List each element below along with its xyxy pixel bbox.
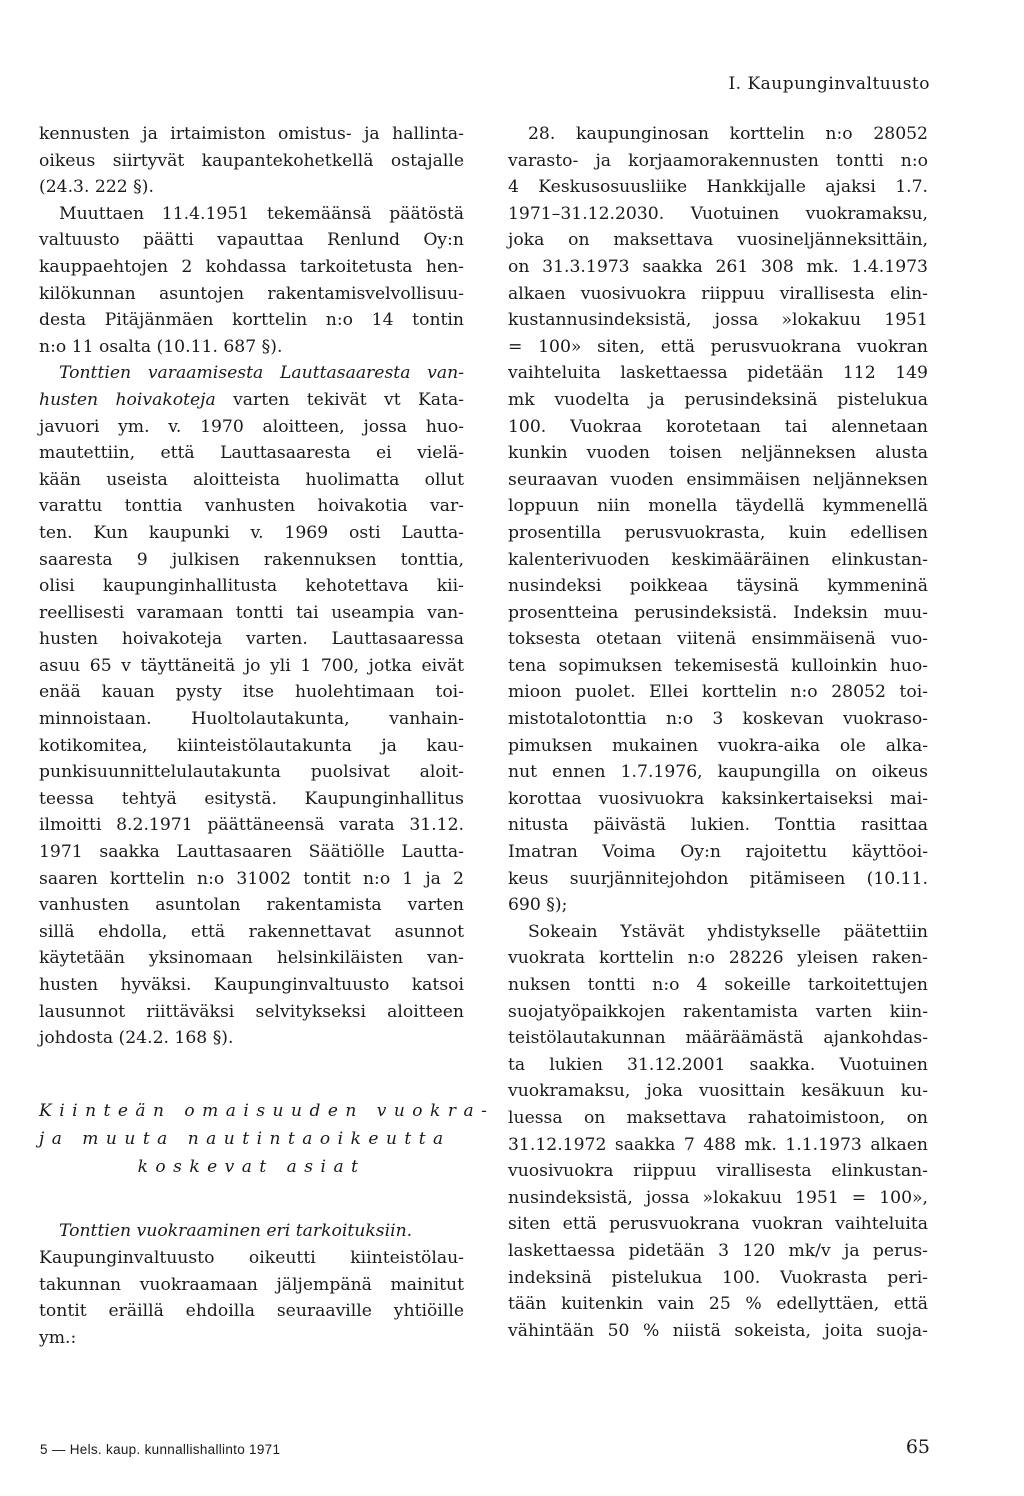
text-line: oikeus siirtyvät kaupantekohetkellä ostajalle — [39, 150, 464, 171]
text-line: suojatyöpaikkojen rakentamista varten kiin- — [508, 1001, 928, 1022]
section-heading-line-2: ja muuta nautintaoikeutta — [39, 1129, 451, 1150]
text-line: kustannusindeksistä, jossa »lokakuu 1951 — [508, 310, 928, 331]
text-line: loppuun niin monella täydellä kymmenellä — [508, 496, 928, 517]
text-line: prosentteina perusindeksistä. Indeksin muu- — [508, 602, 928, 623]
text-line: 4 Keskusosuusliike Hankkijalle ajaksi 1.7. — [508, 177, 928, 198]
text-line: tontit eräillä ehdoilla seuraaville yhtiöille — [39, 1301, 464, 1322]
text-line: lausunnot riittäväksi selvitykseksi aloitteen — [39, 1001, 464, 1022]
paragraph-intro — [39, 121, 464, 201]
text-line: varasto- ja korjaamorakennusten tontti n:o — [508, 150, 928, 171]
text-line: joka on maksettava vuosineljänneksittäin, — [508, 230, 928, 251]
text-line: mioon puolet. Ellei korttelin n:o 28052 toi- — [508, 682, 928, 703]
text-line: 31.12.1972 saakka 7 488 mk. 1.1.1973 alkaen — [508, 1134, 928, 1155]
paragraph-title-italic: Tonttien varaamisesta Lauttasaaresta van- — [59, 363, 464, 384]
text-line: husten hyväksi. Kaupunginvaltuusto katsoi — [39, 975, 464, 995]
text-line: kilökunnan asuntojen rakentamisvelvollisuu- — [39, 283, 464, 304]
text-line: nitusta päivästä lukien. Tonttia rasittaa — [508, 815, 928, 836]
text-line: luessa on maksettava rahatoimistoon, on — [508, 1107, 928, 1128]
text-line: reellisesti varamaan tontti tai useampia van- — [39, 602, 464, 623]
paragraph-sokeain — [508, 919, 928, 1345]
text-line: 1971 saakka Lauttasaaren Säätiölle Lautta- — [39, 842, 464, 863]
text-line: nusindeksistä, jossa »lokakuu 1951 = 100», — [508, 1187, 928, 1208]
text-line: sillä ehdolla, että rakennettavat asunnot — [39, 921, 464, 942]
text-line: tena sopimuksen tekemisestä kulloinkin huo- — [508, 655, 928, 676]
text-line: takunnan vuokraamaan jäljempänä mainitut — [39, 1274, 464, 1295]
text-line: ten. Kun kaupunki v. 1969 osti Lautta- — [39, 522, 464, 543]
text-line: kään useista aloitteista huolimatta ollut — [39, 469, 464, 490]
text-line: asuu 65 v täyttäneitä jo yli 1 700, jotka eivät — [39, 655, 464, 676]
page-number: 65 — [905, 1436, 930, 1458]
text-line: punkisuunnittelulautakunta puolsivat aloit- — [39, 762, 464, 783]
text-line: nut ennen 1.7.1976, kaupungilla on oikeus — [508, 762, 928, 783]
text-line: valtuusto päätti vapauttaa Renlund Oy:n — [39, 230, 464, 251]
text-line: indeksinä pistelukua 100. Vuokrasta peri- — [508, 1267, 928, 1288]
text-line: kalenterivuoden keskimääräinen elinkustan- — [508, 549, 928, 570]
text-line: vuosivuokra riippuu virallisesta elinkustan- — [508, 1161, 928, 1182]
text-line: johdosta (24.2. 168 §). — [39, 1028, 234, 1049]
text-line: husten hoivakoteja varten. Lauttasaaressa — [39, 629, 464, 650]
text-line: 690 §); — [508, 895, 568, 916]
text-line: = 100» siten, että perusvuokrana vuokran — [508, 336, 928, 357]
text-line: vuokrata korttelin n:o 28226 yleisen raken- — [508, 948, 928, 969]
paragraph-title-rest: varten tekivät vt Kata- — [215, 389, 464, 410]
paragraph-renlund — [39, 201, 464, 361]
text-line: minnoistaan. Huoltolautakunta, vanhain- — [39, 709, 464, 730]
text-line: keus suurjännitejohdon pitämiseen (10.11. — [508, 868, 928, 889]
footer-source: 5 — Hels. kaup. kunnallishallinto 1971 — [40, 1442, 281, 1457]
text-line: javuori ym. v. 1970 aloitteen, jossa huo- — [39, 416, 464, 437]
text-line: käytetään yksinomaan helsinkiläisten van- — [39, 948, 464, 969]
text-line: teistölautakunnan määräämästä ajankohdas- — [508, 1028, 928, 1049]
text-line: vaihteluita laskettaessa pidetään 112 149 — [508, 363, 928, 384]
text-line: teessa tehtyä esitystä. Kaupunginhallitus — [39, 788, 464, 809]
text-line: vähintään 50 % niistä sokeista, joita suoja- — [508, 1320, 928, 1341]
text-line: kennusten ja irtaimiston omistus- ja hallinta- — [39, 124, 464, 144]
left-column — [39, 121, 495, 1351]
text-line: ym.: — [39, 1327, 77, 1348]
text-line: prosentilla perusvuokrasta, kuin edellisen — [508, 522, 928, 543]
subsection-title-text: Tonttien vuokraaminen eri tarkoituksiin. — [59, 1221, 413, 1242]
text-line: seuraavan vuoden ensimmäisen neljänneksen — [508, 469, 928, 490]
text-line: tään kuitenkin vain 25 % edellyttäen, että — [508, 1294, 928, 1315]
text-line: alkaen vuosivuokra riippuu virallisesta elin- — [508, 283, 928, 304]
text-line: kunkin vuoden toisen neljänneksen alusta — [508, 443, 928, 464]
text-line: mk vuodelta ja perusindeksinä pistelukua — [508, 389, 928, 410]
text-line: vanhusten asuntolan rakentamista varten — [39, 895, 464, 916]
paragraph-title-line-2 — [39, 387, 464, 414]
text-line: n:o 11 osalta (10.11. 687 §). — [39, 336, 283, 357]
text-line: ilmoitti 8.2.1971 päättäneensä varata 31.12. — [39, 815, 464, 836]
paragraph-title-line — [39, 360, 464, 387]
text-line: ta lukien 31.12.2001 saakka. Vuotuinen — [508, 1054, 928, 1075]
text-line: saaresta 9 julkisen rakennuksen tonttia, — [39, 549, 464, 570]
text-line: desta Pitäjänmäen korttelin n:o 14 tontin — [39, 310, 464, 331]
section-heading-line-3: koskevat asiat — [137, 1157, 366, 1178]
text-line: laskettaessa pidetään 3 120 mk/v ja perus- — [508, 1240, 928, 1261]
text-line: pimuksen mukainen vuokra-aika ole alka- — [508, 735, 928, 756]
text-line: saaren korttelin n:o 31002 tontit n:o 1 ja 2 — [39, 868, 464, 889]
text-line: kotikomitea, kiinteistölautakunta ja kau- — [39, 735, 464, 756]
text-line: korottaa vuosivuokra kaksinkertaiseksi mai- — [508, 788, 928, 809]
paragraph-lauttasaari — [39, 414, 464, 1052]
paragraph-title-italic-2: husten hoivakoteja — [39, 389, 216, 410]
text-line: kauppaehtojen 2 kohdassa tarkoitetusta hen- — [39, 256, 464, 277]
text-line: mautettiin, että Lauttasaaresta ei vielä- — [39, 443, 464, 464]
text-line: Muuttaen 11.4.1951 tekemäänsä päätöstä — [59, 203, 464, 224]
text-line: Imatran Voima Oy:n rajoitettu käyttöoi- — [508, 842, 928, 863]
text-line: vuokramaksu, joka vuosittain kesäkuun ku- — [508, 1081, 928, 1102]
right-column — [508, 121, 928, 1344]
text-line: on 31.3.1973 saakka 261 308 mk. 1.4.1973 — [508, 256, 928, 277]
running-head: I. Kaupunginvaltuusto — [728, 74, 930, 94]
text-line: Sokeain Ystävät yhdistykselle päätettiin — [528, 921, 928, 942]
text-line: (24.3. 222 §). — [39, 177, 154, 198]
subsection-title — [39, 1218, 464, 1245]
text-line: nuksen tontti n:o 4 sokeille tarkoitettujen — [508, 975, 928, 995]
text-line: toksesta otetaan viitenä ensimmäisenä vuo- — [508, 629, 928, 650]
paragraph-hankkija — [508, 121, 928, 919]
text-line: Kaupunginvaltuusto oikeutti kiinteistölau- — [39, 1247, 464, 1268]
section-heading-line-1: Kiinteän omaisuuden vuokra- — [39, 1101, 495, 1122]
text-line: 1971–31.12.2030. Vuotuinen vuokramaksu, — [508, 203, 928, 224]
text-line: 28. kaupunginosan korttelin n:o 28052 — [528, 124, 928, 144]
text-line: siten että perusvuokrana vuokran vaihteluita — [508, 1214, 928, 1235]
text-line: olisi kaupunginhallitusta kehotettava kii- — [39, 576, 464, 597]
paragraph-vuokraaminen — [39, 1245, 464, 1351]
text-line: varattu tonttia vanhusten hoivakotia var- — [39, 496, 464, 517]
text-line: mistotalotonttia n:o 3 koskevan vuokraso- — [508, 709, 928, 730]
text-line: nusindeksi poikkeaa täysinä kymmeninä — [508, 576, 928, 597]
text-line: 100. Vuokraa korotetaan tai alennetaan — [508, 416, 928, 437]
text-line: enää kauan pysty itse huolehtimaan toi- — [39, 682, 464, 703]
